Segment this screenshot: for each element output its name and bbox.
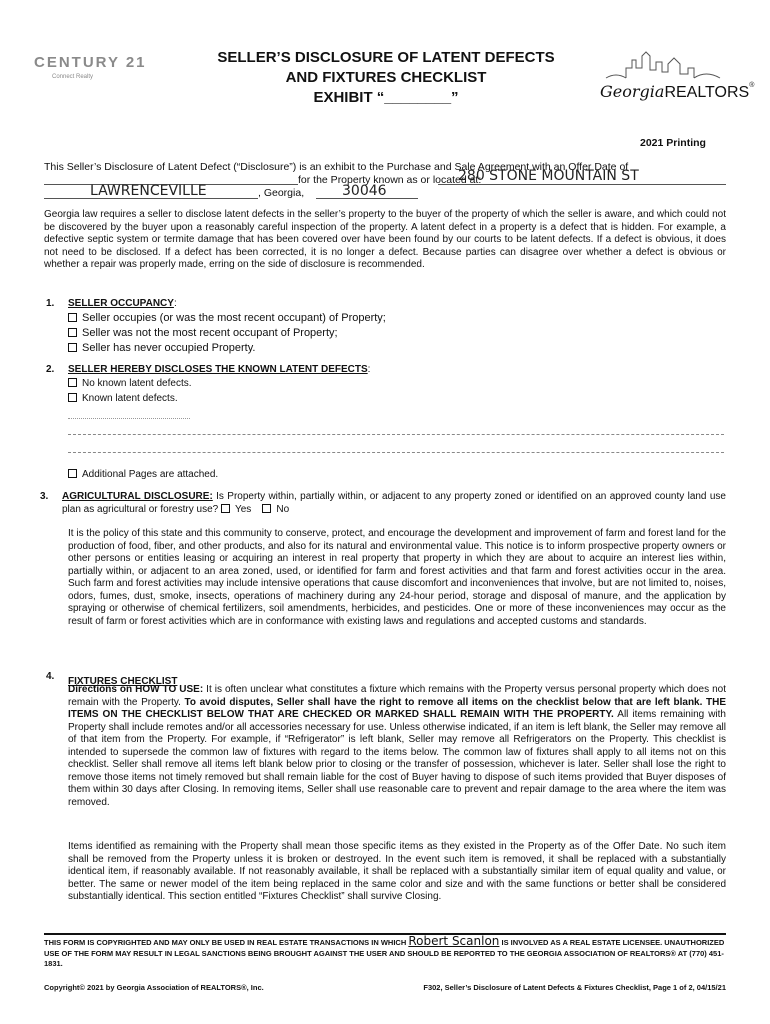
checkbox[interactable] xyxy=(68,343,77,352)
footer-divider xyxy=(44,933,726,935)
city-value: LAWRENCEVILLE xyxy=(90,183,207,199)
defects-option-none[interactable]: No known latent defects. xyxy=(68,377,192,391)
section-heading-fixtures: FIXTURES CHECKLIST xyxy=(68,676,178,687)
checkbox[interactable] xyxy=(68,378,77,387)
copyright-line: Copyright© 2021 by Georgia Association of REALTORS®, Inc. xyxy=(44,983,264,992)
fixtures-items-text: Items identified as remaining with the Property shall mean those specific items as they existed in the Property as of the Offer Date. No such item shall be removed from the Property unless it is broken or destroyed. In the event such item is removed, it shall be replaced with a substantially identical item, if reasonably available. If not reasonably available, it shall be replaced with a substantially similar item of equal quality and value, or better. The same or newer model of the item being replaced in the same color and size and with the same functions or better shall be considered substantially identical. This section entitled “Fixtures Checklist” shall survive Closing. xyxy=(68,841,726,902)
latent-defect-law-text: Georgia law requires a seller to disclose latent defects in the seller’s property to the buyer of the property of which the seller is aware, and which could not be discovered by the buyer upon a reasonably careful inspection of the property. A latent defect in a property is a defect that is hidden. For example, a defective septic system or termite damage that has been covered over have been found by our courts to be latent defects. If a defect is obvious, it does not need to be disclosed. If a defect has been corrected, it is no longer a defect. Because parties can disagree over whether a defect is obvious or whether a repair was properly made, erring on the side of disclosure is recommended. xyxy=(44,209,726,270)
defects-option-known[interactable]: Known latent defects. xyxy=(68,392,178,406)
agricultural-policy-text: It is the policy of this state and this community to conserve, protect, and encourage the development and improvement of farm and forest land for the production of food, fiber, and other products, and also for its natural and environmental value. This notice is to inform prospective property owners or other persons or entities leasing or acquiring an interest in real property that property in which they are about to acquire an interest lies within, partially within, or adjacent to an area zoned, used, or identified for farm and forest activities and that farm and forest activities occur in the area. Such farm and forest activities may include intensive operations that cause discomfort and inconveniences that involve, but are not limited to, noises, odors, fumes, dust, smoke, insects, operations of machinery during any 24-hour period, storage and disposal of manure, and the application by spraying or otherwise of chemical fertilizers, soil amendments, herbicides, and pesticides. One or more of these inconveniences may occur as the result of farm or forest activities which are in conformance with existing laws and regulations and accepted customs and standards. xyxy=(68,528,726,627)
occupancy-option-1[interactable]: Seller occupies (or was the most recent occupant) of Property; xyxy=(68,311,386,326)
address-value: 280 STONE MOUNTAIN ST xyxy=(458,168,639,184)
form-identifier: F302, Seller’s Disclosure of Latent Defects & Fixtures Checklist, Page 1 of 2, 04/15/21 xyxy=(423,983,726,992)
zip-value: 30046 xyxy=(342,183,387,199)
brand-logo: CENTURY 21 xyxy=(34,54,147,71)
occupancy-option-3[interactable]: Seller has never occupied Property. xyxy=(68,341,255,356)
copyright-notice: THIS FORM IS COPYRIGHTED AND MAY ONLY BE USED IN REAL ESTATE TRANSACTIONS IN WHICH Robert Scanlon IS INVOLVED AS A REAL ESTATE LICENSEE. UNAUTHORIZED USE OF THE FORM MAY RESULT IN LEGAL SANCTIONS BEING BROUGHT AGAINST THE USER AND SHOULD BE REPORTED TO THE GEORGIA ASSOCIATION OF REALTORS® AT (770) 451-1831. xyxy=(44,934,725,968)
no-checkbox[interactable] xyxy=(262,504,271,513)
checkbox[interactable] xyxy=(68,313,77,322)
occupancy-option-2[interactable]: Seller was not the most recent occupant of Property; xyxy=(68,326,338,341)
defects-line[interactable] xyxy=(68,434,724,435)
defects-line[interactable] xyxy=(68,452,724,453)
checkbox[interactable] xyxy=(68,393,77,402)
checkbox[interactable] xyxy=(68,328,77,337)
section-heading-latent-defects: SELLER HEREBY DISCLOSES THE KNOWN LATENT DEFECTS: xyxy=(68,364,371,375)
section-heading-occupancy: SELLER OCCUPANCY: xyxy=(68,298,177,309)
document-title: SELLER’S DISCLOSURE OF LATENT DEFECTS AND FIXTURES CHECKLIST EXHIBIT “________” xyxy=(217,49,555,106)
defects-line[interactable] xyxy=(68,418,190,419)
address-field[interactable] xyxy=(438,184,726,185)
intro-paragraph: This Seller’s Disclosure of Latent Defect (“Disclosure”) is an exhibit to the Purchase and Sale Agreement with an Offer Date of xyxy=(44,161,629,173)
checkbox[interactable] xyxy=(68,469,77,478)
yes-checkbox[interactable] xyxy=(221,504,230,513)
additional-pages-option[interactable]: Additional Pages are attached. xyxy=(68,468,218,482)
printing-year: 2021 Printing xyxy=(640,137,706,149)
brand-subtitle: Connect Realty xyxy=(52,74,94,80)
georgia-realtors-logo: GeorgiaREALTORS® xyxy=(596,48,732,110)
fixtures-directions-text: Directions on HOW TO USE: It is often unclear what constitutes a fixture which remains with the Property versus personal property which does not remain with the Property. To avoid disputes, Seller shall have the right to remove all items on the checklist below that are left blank. THE ITEMS ON THE CHECKLIST BELOW THAT ARE CHECKED OR MARKED SHALL REMAIN WITH THE PROPERTY. All items remaining with Property shall include remotes and/or all accessories necessary for use. Unless otherwise indicated, if an item is left blank, the Seller may remove all of that item from the Property. For example, if “Refrigerator” is left blank, Seller may remove all Refrigerators on the Property. This checklist is intended to supersede the common law of fixtures with regard to the items below. The common law of fixtures shall apply to all items not on this checklist. Seller shall remove all items left blank below prior to closing or the transfer of possession, whichever is later. Seller shall lose the right to remove those items not timely removed but shall remain liable for the cost of Buyer having to dispose of such items provided that Buyer disposes of them within 30 days after Closing. In removing items, Seller shall use reasonable care to prevent and repair damage to the area where the item was removed. xyxy=(68,684,726,808)
form-page: CENTURY 21 Connect Realty SELLER’S DISCLOSURE OF LATENT DEFECTS AND FIXTURES CHECKLIST EXHIBIT “________” GeorgiaREALTORS® 2021 Printing This Seller’s Disclosure of Latent Defect (“Disclosure”) is an exhibit to the Purchase and Sale Agreement with an Offer Date of for the Property known as or located at: 280 STONE MOUNTAIN ST LAWRENCEVILLE , Georgia, 30046 Georgia law requires a seller to disclose latent defects in the seller’s property to the buyer of the property of which the seller is aware, and which could not be discovered by the buyer upon a reasonably careful inspection of the property. A latent defect in a property is a defect that is hidden. For example, a defective septic system or termite damage that has been covered over have been found by our courts to be latent defects. If a defect is obvious, it does not need to be disclosed. If a defect has been corrected, it is no longer a defect. Because parties can disagree over whether a defect is obvious or whether a repair was properly made, erring on the side of disclosure is recommended. 1. SELLER OCCUPANCY: Seller occupies (or was the most recent occupant) of Property; Seller was not the most recent occupant of Property; Seller has never occupied Property. 2. SELLER HEREBY DISCLOSES THE KNOWN LATENT DEFECTS: No known latent defects. Known latent defects. Additional Pages are attached. 3. AGRICULTURAL DISCLOSURE: Is Property within, partially within, or adjacent to any property zoned or identified on an approved county land use plan as agricultural or forestry use? Yes No It is the policy of this state and this community to conserve, protect, and encourage the development and improvement of farm and forest land for the production of food, fiber, and other products, and also for its natural and environmental value. This notice is to inform prospective property owners or other persons or entities leasing or acquiring an interest in real property that property in which they are about to acquire an interest lies within, partially within, or adjacent to an area zoned, used, or identified for farm and forest activities and that farm and forest activities occur in the area. Such farm and forest activities may include intensive operations that cause discomfort and inconveniences that involve, but are not limited to, noises, odors, fumes, dust, smoke, insects, operations of machinery during any 24-hour period, storage and disposal of manure, and the application by spraying or otherwise of chemical fertilizers, soil amendments, herbicides, and pesticides. One or more of these inconveniences may occur as the result of farm or forest activities which are in conformance with existing laws and regulations and accepted customs and standards. 4. FIXTURES CHECKLIST Directions on HOW TO USE: It is often unclear what constitutes a fixture which remains with the Property versus personal property which does not remain with the Property. To avoid disputes, Seller shall have the right to remove all items on the checklist below that are left blank. THE ITEMS ON THE CHECKLIST BELOW THAT ARE CHECKED OR MARKED SHALL REMAIN WITH THE PROPERTY. All items remaining with Property shall include remotes and/or all accessories necessary for use. Unless otherwise indicated, if an item is left blank, the Seller may remove all of that item from the Property. For example, if “Refrigerator” is left blank, Seller may remove all Refrigerators on the Property. This checklist is intended to supersede the common law of fixtures with regard to the items below. The common law of fixtures shall apply to all items not on this checklist. Seller shall remove all items left blank below prior to closing or the transfer of possession, whichever is later. Seller shall lose the right to remove those items not timely removed but shall remain liable for the cost of Buyer having to dispose of such items provided that Buyer disposes of them within 30 days after Closing. In removing items, Seller shall use reasonable care to prevent and repair damage to the area where the item was removed. Items identified as remaining with the Property shall mean those specific items as they existed in the Property as of the Offer Date. No such item shall be removed from the Property unless it is broken or destroyed. In the event such item is removed, it shall be replaced with a substantially identical item, if reasonably available. If not reasonably available, it shall be replaced with a substantially similar item of equal quality and value, or better. The same or newer model of the item being replaced in the same color and size and with the same functions or better shall be considered substantially identical. This section entitled “Fixtures Checklist” shall survive Closing. THIS FORM IS COPYRIGHTED AND MAY ONLY BE USED IN REAL ESTATE TRANSACTIONS IN WHICH Robert Scanlon IS INVOLVED AS A REAL ESTATE LICENSEE. UNAUTHORIZED USE OF THE FORM MAY RESULT IN LEGAL SANCTIONS BEING BROUGHT AGAINST THE USER AND SHOULD BE REPORTED TO THE GEORGIA ASSOCIATION OF REALTORS® AT (770) 451-1831. Copyright© 2021 by Georgia Association of REALTORS®, Inc. F302, Seller’s Disclosure of Latent Defects & Fixtures Checklist, Page 1 of 2, 04/15/21 xyxy=(34,49,755,992)
agricultural-disclosure-question: AGRICULTURAL DISCLOSURE: Is Property within, partially within, or adjacent to any property zoned or identified on an approved county land use plan as agricultural or forestry use? Yes No xyxy=(62,491,726,515)
licensee-name: Robert Scanlon xyxy=(408,934,500,948)
